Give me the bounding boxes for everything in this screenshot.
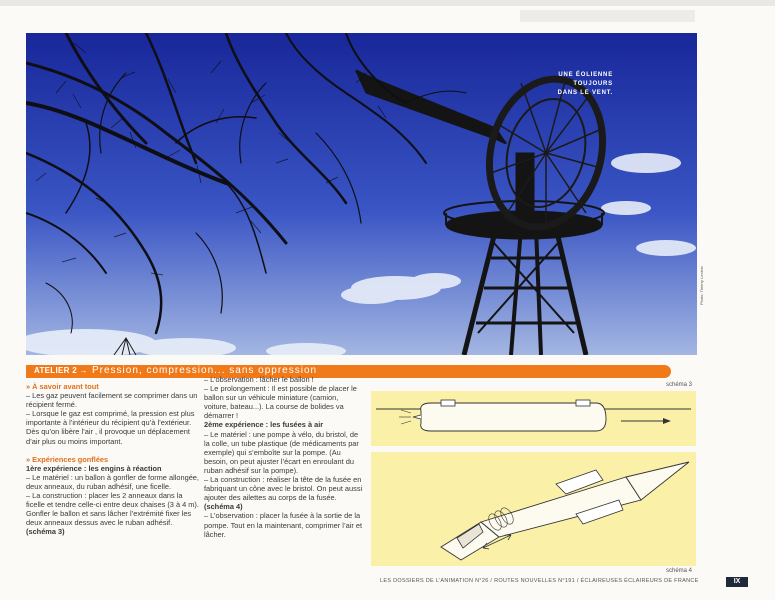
- schema-3-balloon-diagram: [371, 391, 696, 446]
- page-number: IX: [726, 577, 748, 587]
- schema-reference: (schéma 3): [26, 527, 65, 537]
- section-heading: » Expériences gonflées: [26, 454, 109, 464]
- paragraph: – Lorsque le gaz est comprimé, la pression est plus importante à l’intérieur du récipient qu’à l’extérieur. Dès qu’on libère l’air , il provoque un déplacement d’air plus ou moins important.: [26, 409, 195, 446]
- balloon-rocket-drawing: [371, 391, 696, 446]
- paragraph: – La construction : placer les 2 anneaux dans la ficelle et tendre celle-ci entre deux chaises (3 à 4 m). Gonfler le ballon et sans lâcher l’extrémité fixer les deux anneaux dessus avec le ruban adhésif.: [26, 491, 199, 528]
- scan-edge: [0, 0, 775, 6]
- paragraph: – L’observation : lâcher le ballon !: [204, 375, 314, 384]
- schema-3-label: schéma 3: [666, 382, 693, 388]
- atelier-title: Pression, compression... sans oppression: [92, 365, 318, 376]
- windmill-photo: [26, 33, 697, 355]
- caption-line: TOUJOURS: [573, 81, 613, 87]
- air-rocket-drawing: [371, 452, 696, 566]
- footer-text: LES DOSSIERS DE L’ANIMATION N°26 / ROUTES NOUVELLES N°191 / ÉCLAIREUSES ÉCLAIREURS DE FRANCE: [380, 578, 699, 584]
- text-column-2: [204, 375, 364, 539]
- paragraph: – Le matériel : une pompe à vélo, du bristol, de la colle, un tube plastique (de médicaments par exemple) qui s’emboîte sur la pompe. (Au besoin, on peut ajuster l’écart en enroulant du ruban adhésif sur la pompe).: [204, 429, 359, 475]
- section-heading: » À savoir avant tout: [26, 382, 99, 391]
- paragraph: – Le prolongement : Il est possible de placer le ballon sur un véhicule miniature (camion, voiture, bateau...). La course de bolides va démarrer !: [204, 384, 357, 421]
- paragraph: – Les gaz peuvent facilement se comprimer dans un récipient fermé.: [26, 391, 198, 410]
- show-through-header: [520, 10, 695, 22]
- paragraph: – La construction : réaliser la tête de la fusée en fabriquant un cône avec le bristol. On peut aussi ajouter des ailettes au corps de la fusée.: [204, 475, 363, 503]
- photo-caption: [523, 71, 613, 98]
- schema-4-rocket-diagram: [371, 452, 696, 566]
- paragraph: – L’observation : placer la fusée à la sortie de la pompe. Tout en la maintenant, comprimer l’air et lâcher.: [204, 511, 363, 539]
- photo-credit: Photo: Thierry Leclerc: [699, 265, 704, 305]
- caption-line: DANS LE VENT.: [557, 90, 613, 96]
- paragraph: – Le matériel : un ballon à gonfler de forme allongée, deux anneaux, du ruban adhésif, une ficelle.: [26, 472, 199, 491]
- experiment-title: 1ère expérience : les engins à réaction: [26, 463, 162, 473]
- experiment-title: 2ème expérience : les fusées à air: [204, 420, 324, 430]
- schema-reference: (schéma 4): [204, 502, 243, 512]
- atelier-label: ATELIER 2 →: [34, 366, 88, 375]
- text-column-1: [26, 382, 202, 537]
- schema-4-label: schéma 4: [666, 568, 693, 574]
- caption-line: UNE ÉOLIENNE: [558, 72, 613, 78]
